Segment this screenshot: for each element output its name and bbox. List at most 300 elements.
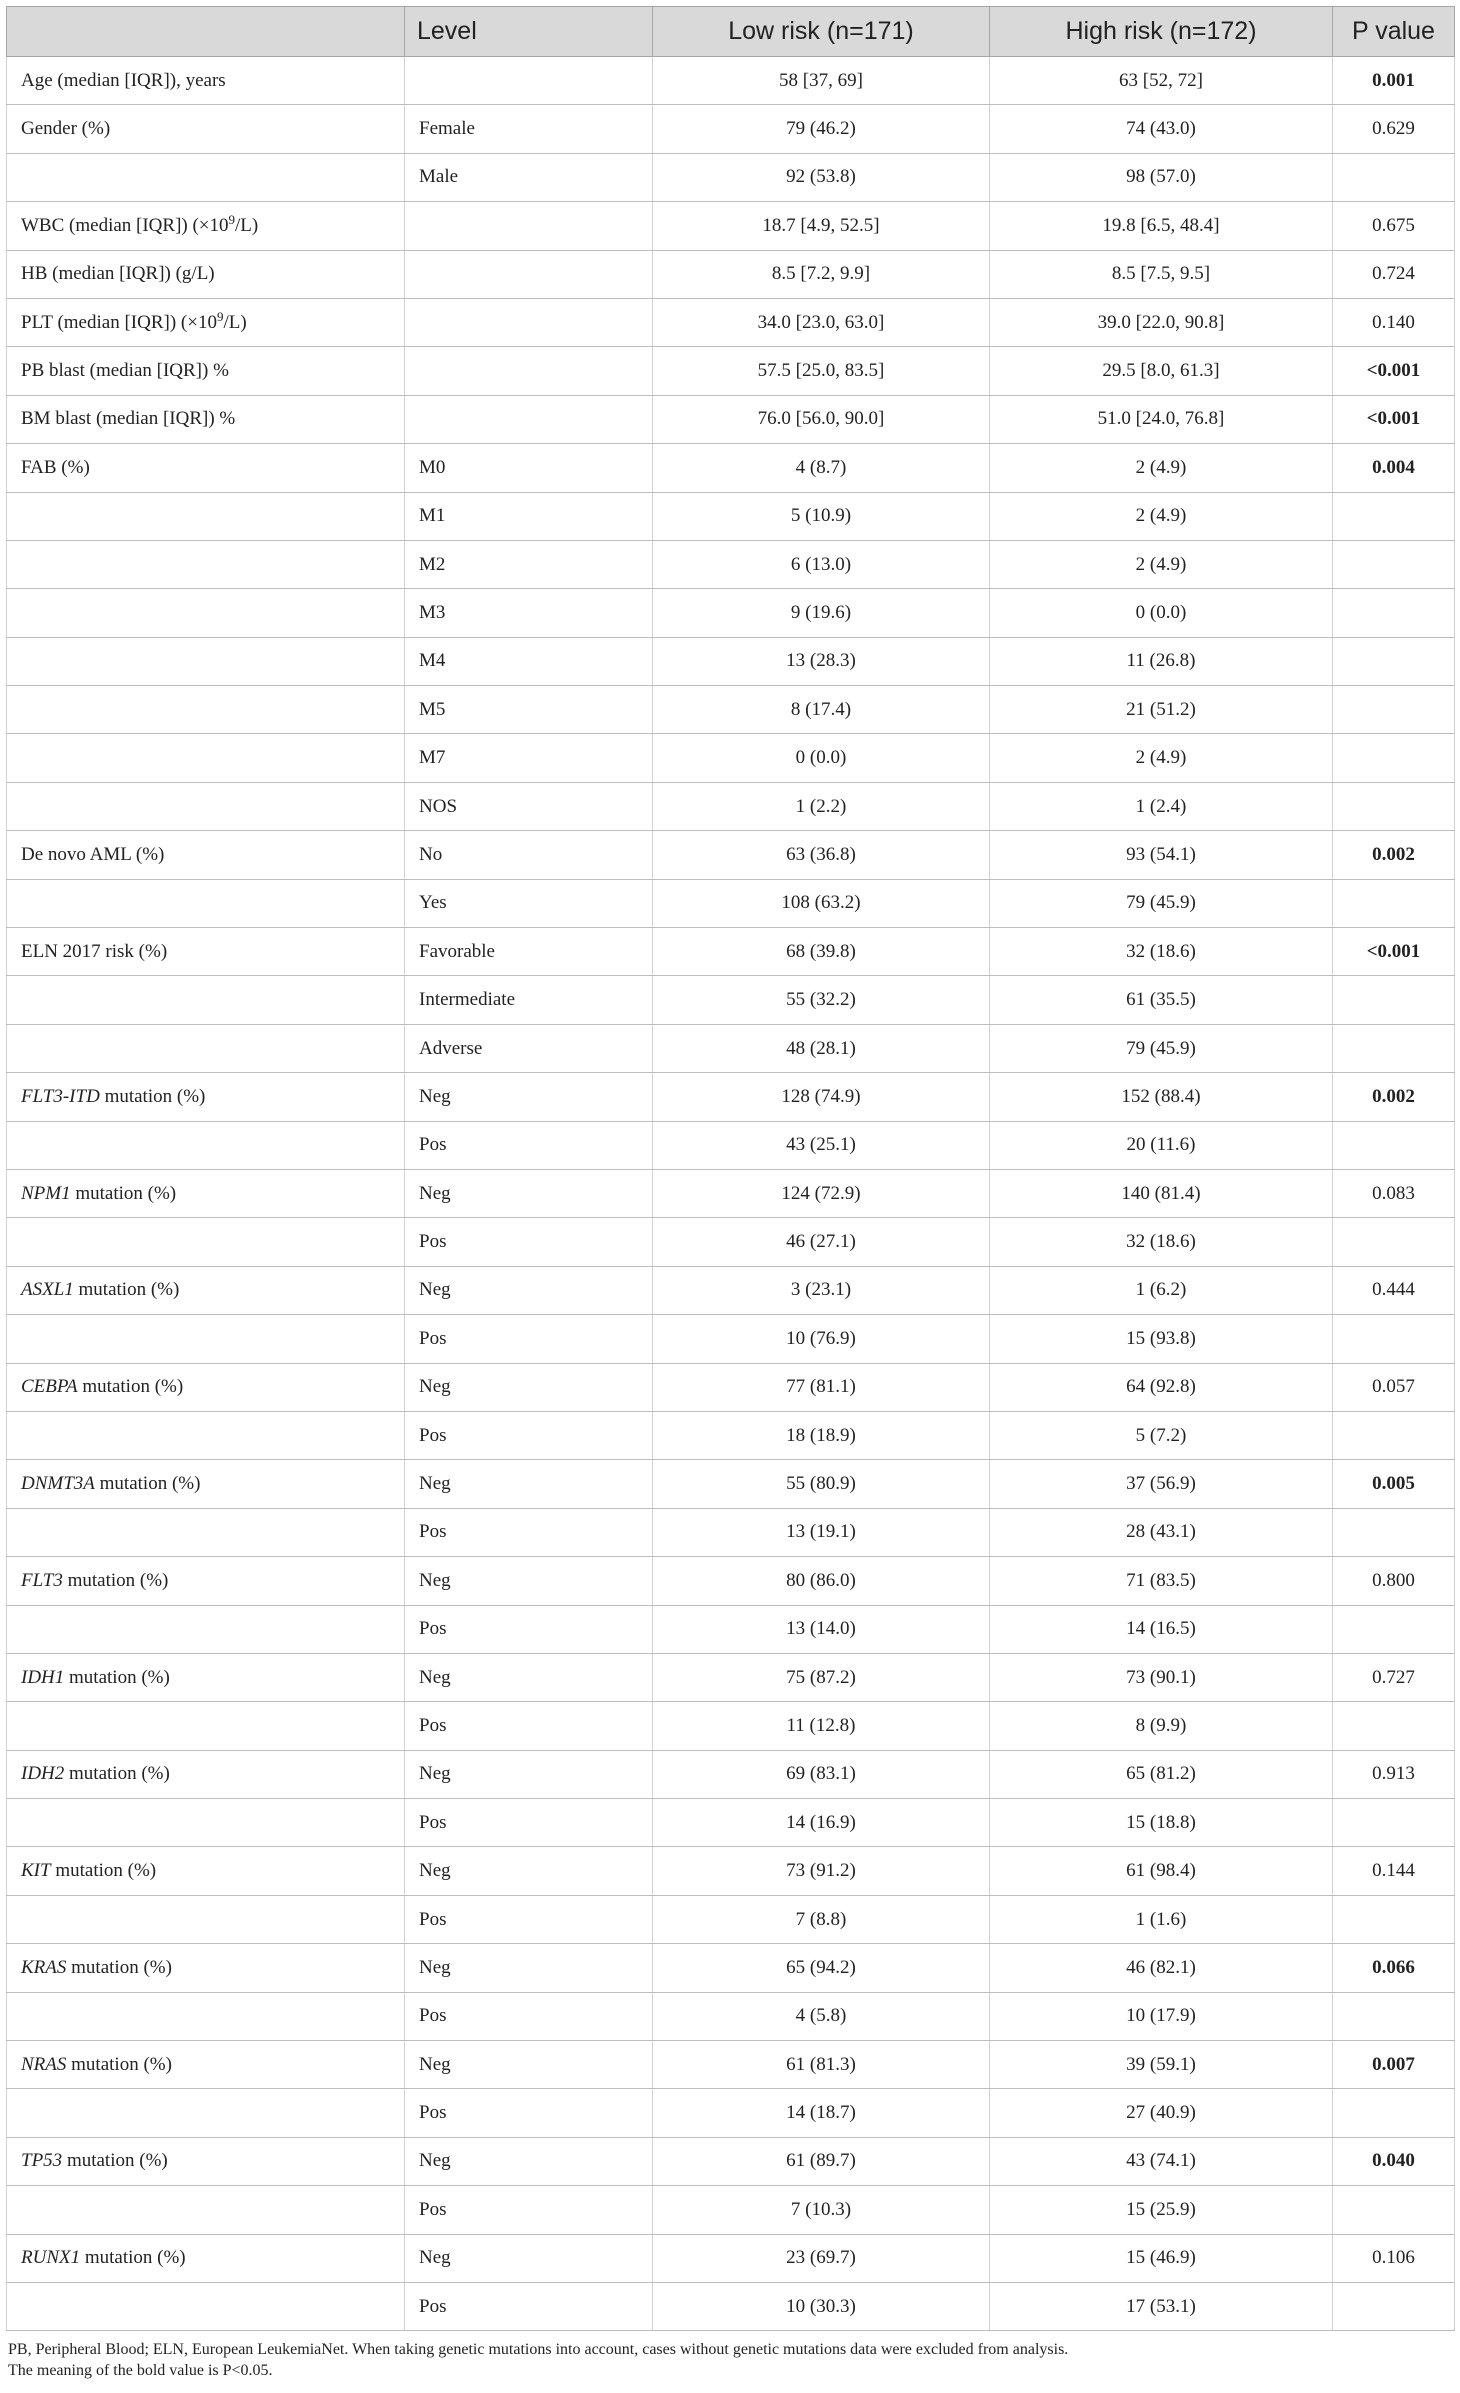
header-row (7, 7, 1455, 57)
table-row (7, 2089, 1455, 2137)
cell-p-value (1333, 1411, 1455, 1459)
cell-variable: Age (median [IQR]), years (7, 57, 405, 105)
cell-level: M5 (405, 686, 653, 734)
header-level: Level (405, 7, 653, 57)
cell-p-value: 0.002 (1333, 831, 1455, 879)
cell-level: Pos (405, 1799, 653, 1847)
gene-name: TP53 (21, 2150, 63, 2172)
table-row (7, 105, 1455, 153)
cell-p-value: <0.001 (1333, 395, 1455, 443)
variable-prefix: WBC (median [IQR]) (×10 (21, 214, 229, 236)
cell-p-value: 0.727 (1333, 1653, 1455, 1701)
variable-suffix: mutation (%) (66, 2053, 172, 2075)
cell-level: Neg (405, 2041, 653, 2089)
cell-level: Pos (405, 2282, 653, 2330)
cell-low-risk: 73 (91.2) (653, 1847, 990, 1895)
cell-level: Pos (405, 1702, 653, 1750)
cell-level: Pos (405, 1605, 653, 1653)
cell-level: Pos (405, 1121, 653, 1169)
cell-variable: PB blast (median [IQR]) % (7, 347, 405, 395)
cell-high-risk: 1 (2.4) (990, 782, 1333, 830)
cell-variable (7, 1750, 405, 1798)
table-row (7, 1073, 1455, 1121)
variable-unit: /L) (235, 214, 259, 236)
cell-p-value: 0.675 (1333, 202, 1455, 250)
cell-variable (7, 1169, 405, 1217)
cell-high-risk: 32 (18.6) (990, 928, 1333, 976)
cell-low-risk: 46 (27.1) (653, 1218, 990, 1266)
cell-variable (7, 1411, 405, 1459)
cell-variable (7, 1121, 405, 1169)
cell-low-risk: 92 (53.8) (653, 153, 990, 201)
variable-suffix: mutation (%) (50, 1860, 157, 1882)
cell-level: Neg (405, 1266, 653, 1314)
variable-suffix: mutation (%) (64, 1666, 170, 1688)
table-row (7, 2186, 1455, 2234)
cell-p-value (1333, 1799, 1455, 1847)
cell-level (405, 57, 653, 105)
cell-high-risk: 152 (88.4) (990, 1073, 1333, 1121)
cell-variable: Gender (%) (7, 105, 405, 153)
cell-level: Male (405, 153, 653, 201)
gene-name: IDH2 (21, 1763, 65, 1785)
cell-high-risk: 15 (18.8) (990, 1799, 1333, 1847)
cell-low-risk: 57.5 [25.0, 83.5] (653, 347, 990, 395)
cell-low-risk: 14 (16.9) (653, 1799, 990, 1847)
cell-p-value (1333, 540, 1455, 588)
cell-low-risk: 61 (81.3) (653, 2041, 990, 2089)
cell-low-risk: 108 (63.2) (653, 879, 990, 927)
cell-low-risk: 1 (2.2) (653, 782, 990, 830)
header-variable (7, 7, 405, 57)
variable-suffix: mutation (%) (99, 1085, 206, 1107)
cell-low-risk: 13 (28.3) (653, 637, 990, 685)
cell-variable (7, 976, 405, 1024)
cell-level: Favorable (405, 928, 653, 976)
cell-level: Neg (405, 1460, 653, 1508)
cell-variable: HB (median [IQR]) (g/L) (7, 250, 405, 298)
cell-high-risk: 28 (43.1) (990, 1508, 1333, 1556)
cell-variable (7, 1024, 405, 1072)
cell-p-value: 0.004 (1333, 444, 1455, 492)
cell-p-value (1333, 1218, 1455, 1266)
cell-p-value (1333, 1315, 1455, 1363)
gene-name: NRAS (21, 2053, 67, 2075)
footnotes (6, 2339, 1454, 2381)
variable-prefix: PLT (median [IQR]) (×10 (21, 311, 217, 333)
cell-p-value (1333, 492, 1455, 540)
cell-low-risk: 6 (13.0) (653, 540, 990, 588)
cell-p-value (1333, 1895, 1455, 1943)
table-row (7, 879, 1455, 927)
table-row (7, 1799, 1455, 1847)
footnote-abbreviations: PB, Peripheral Blood; ELN, European LeukemiaNet. When taking genetic mutations into account, cases without genetic mutations data were excluded from analysis. (8, 2341, 1069, 2359)
cell-level: M3 (405, 589, 653, 637)
cell-level: Pos (405, 2089, 653, 2137)
cell-low-risk: 0 (0.0) (653, 734, 990, 782)
cell-level: Pos (405, 1218, 653, 1266)
cell-low-risk: 7 (10.3) (653, 2186, 990, 2234)
gene-name: KIT (21, 1860, 51, 1882)
gene-name: ASXL1 (21, 1279, 74, 1301)
cell-variable (7, 879, 405, 927)
cell-variable (7, 734, 405, 782)
table-row (7, 1557, 1455, 1605)
table-row (7, 492, 1455, 540)
table-row (7, 734, 1455, 782)
cell-variable: FAB (%) (7, 444, 405, 492)
cell-low-risk: 80 (86.0) (653, 1557, 990, 1605)
cell-high-risk: 93 (54.1) (990, 831, 1333, 879)
cell-high-risk: 5 (7.2) (990, 1411, 1333, 1459)
cell-low-risk: 23 (69.7) (653, 2234, 990, 2282)
cell-high-risk: 64 (92.8) (990, 1363, 1333, 1411)
cell-p-value (1333, 976, 1455, 1024)
cell-low-risk: 11 (12.8) (653, 1702, 990, 1750)
cell-variable (7, 1266, 405, 1314)
cell-variable (7, 1605, 405, 1653)
table-row (7, 1411, 1455, 1459)
cell-p-value: 0.106 (1333, 2234, 1455, 2282)
cell-low-risk: 43 (25.1) (653, 1121, 990, 1169)
cell-level: Yes (405, 879, 653, 927)
cell-low-risk: 4 (5.8) (653, 1992, 990, 2040)
cell-high-risk: 15 (25.9) (990, 2186, 1333, 2234)
cell-p-value: <0.001 (1333, 347, 1455, 395)
table-row (7, 1702, 1455, 1750)
cell-high-risk: 39 (59.1) (990, 2041, 1333, 2089)
cell-high-risk: 15 (93.8) (990, 1315, 1333, 1363)
cell-high-risk: 79 (45.9) (990, 1024, 1333, 1072)
table-row (7, 1508, 1455, 1556)
gene-name: RUNX1 (21, 2247, 81, 2269)
cell-level: M1 (405, 492, 653, 540)
cell-p-value (1333, 153, 1455, 201)
table-row (7, 57, 1455, 105)
cell-high-risk: 21 (51.2) (990, 686, 1333, 734)
cell-low-risk: 34.0 [23.0, 63.0] (653, 298, 990, 346)
cell-level: No (405, 831, 653, 879)
cell-low-risk: 3 (23.1) (653, 1266, 990, 1314)
cell-variable (7, 1073, 405, 1121)
variable-superscript: 9 (228, 211, 236, 227)
cell-low-risk: 69 (83.1) (653, 1750, 990, 1798)
cell-p-value (1333, 734, 1455, 782)
gene-name: DNMT3A (21, 1473, 95, 1495)
cell-low-risk: 63 (36.8) (653, 831, 990, 879)
table-row (7, 1169, 1455, 1217)
cell-p-value (1333, 1992, 1455, 2040)
cell-level: Neg (405, 1944, 653, 1992)
cell-low-risk: 79 (46.2) (653, 105, 990, 153)
cell-low-risk: 55 (32.2) (653, 976, 990, 1024)
cell-low-risk: 128 (74.9) (653, 1073, 990, 1121)
table-row (7, 831, 1455, 879)
cell-low-risk: 10 (76.9) (653, 1315, 990, 1363)
cell-level: Neg (405, 1363, 653, 1411)
cell-variable (7, 1992, 405, 2040)
cell-level: Neg (405, 1557, 653, 1605)
cell-variable (7, 298, 405, 346)
cell-variable (7, 2137, 405, 2185)
cell-low-risk: 7 (8.8) (653, 1895, 990, 1943)
cell-variable (7, 1702, 405, 1750)
cell-level: Neg (405, 2137, 653, 2185)
cell-high-risk: 29.5 [8.0, 61.3] (990, 347, 1333, 395)
table-row (7, 2282, 1455, 2330)
cell-high-risk: 8.5 [7.5, 9.5] (990, 250, 1333, 298)
cell-high-risk: 2 (4.9) (990, 492, 1333, 540)
header-p-value: P value (1333, 7, 1455, 57)
cell-p-value: 0.057 (1333, 1363, 1455, 1411)
cell-level: Female (405, 105, 653, 153)
cell-variable (7, 1799, 405, 1847)
table-row (7, 1895, 1455, 1943)
gene-name: IDH1 (21, 1666, 65, 1688)
cell-high-risk: 79 (45.9) (990, 879, 1333, 927)
cell-low-risk: 8.5 [7.2, 9.9] (653, 250, 990, 298)
cell-p-value (1333, 1605, 1455, 1653)
cell-p-value (1333, 589, 1455, 637)
cell-p-value (1333, 1121, 1455, 1169)
table-row (7, 2041, 1455, 2089)
cell-low-risk: 124 (72.9) (653, 1169, 990, 1217)
variable-superscript: 9 (216, 308, 224, 324)
cell-low-risk: 18 (18.9) (653, 1411, 990, 1459)
cell-variable (7, 1315, 405, 1363)
cell-level: Neg (405, 1653, 653, 1701)
cell-p-value: 0.140 (1333, 298, 1455, 346)
cell-low-risk: 4 (8.7) (653, 444, 990, 492)
variable-suffix: mutation (%) (94, 1473, 201, 1495)
cell-high-risk: 19.8 [6.5, 48.4] (990, 202, 1333, 250)
table-row (7, 1460, 1455, 1508)
cell-low-risk: 58 [37, 69] (653, 57, 990, 105)
cell-variable: ELN 2017 risk (%) (7, 928, 405, 976)
cell-high-risk: 27 (40.9) (990, 2089, 1333, 2137)
variable-suffix: mutation (%) (64, 1763, 170, 1785)
table-row (7, 1315, 1455, 1363)
cell-level: Neg (405, 2234, 653, 2282)
table-row (7, 1605, 1455, 1653)
gene-name: FLT3-ITD (21, 1085, 100, 1107)
cell-high-risk: 10 (17.9) (990, 1992, 1333, 2040)
cell-p-value: 0.007 (1333, 2041, 1455, 2089)
table-row (7, 1266, 1455, 1314)
table-row (7, 202, 1455, 250)
cell-low-risk: 76.0 [56.0, 90.0] (653, 395, 990, 443)
cell-level: Intermediate (405, 976, 653, 1024)
cell-high-risk: 15 (46.9) (990, 2234, 1333, 2282)
cell-variable (7, 686, 405, 734)
cell-low-risk: 61 (89.7) (653, 2137, 990, 2185)
cell-high-risk: 0 (0.0) (990, 589, 1333, 637)
cell-variable (7, 637, 405, 685)
cell-level: Neg (405, 1169, 653, 1217)
cell-level (405, 347, 653, 395)
table-container (6, 6, 1454, 2381)
cell-level: M2 (405, 540, 653, 588)
cell-level: Pos (405, 1992, 653, 2040)
variable-suffix: mutation (%) (73, 1279, 180, 1301)
footnote-bold-meaning: The meaning of the bold value is P<0.05. (8, 2362, 273, 2380)
cell-level: M0 (405, 444, 653, 492)
table-row (7, 1653, 1455, 1701)
cell-low-risk: 8 (17.4) (653, 686, 990, 734)
variable-suffix: mutation (%) (70, 1182, 177, 1204)
cell-high-risk: 20 (11.6) (990, 1121, 1333, 1169)
cell-high-risk: 39.0 [22.0, 90.8] (990, 298, 1333, 346)
results-table (6, 6, 1455, 2331)
cell-high-risk: 98 (57.0) (990, 153, 1333, 201)
table-body (7, 57, 1455, 2331)
variable-suffix: mutation (%) (62, 1569, 169, 1591)
cell-variable (7, 589, 405, 637)
cell-high-risk: 73 (90.1) (990, 1653, 1333, 1701)
table-row (7, 1121, 1455, 1169)
cell-variable (7, 2089, 405, 2137)
cell-variable (7, 2186, 405, 2234)
cell-variable (7, 1847, 405, 1895)
cell-variable (7, 202, 405, 250)
cell-level: Neg (405, 1847, 653, 1895)
cell-level (405, 250, 653, 298)
variable-suffix: mutation (%) (66, 1956, 172, 1978)
cell-low-risk: 9 (19.6) (653, 589, 990, 637)
table-row (7, 1750, 1455, 1798)
cell-variable (7, 2234, 405, 2282)
table-row (7, 1944, 1455, 1992)
table-row (7, 686, 1455, 734)
cell-p-value (1333, 686, 1455, 734)
cell-variable (7, 1944, 405, 1992)
table-row (7, 976, 1455, 1024)
cell-low-risk: 65 (94.2) (653, 1944, 990, 1992)
cell-level (405, 298, 653, 346)
table-row (7, 928, 1455, 976)
cell-p-value: 0.001 (1333, 57, 1455, 105)
table-row (7, 1024, 1455, 1072)
gene-name: NPM1 (21, 1182, 71, 1204)
cell-variable (7, 2282, 405, 2330)
table-row (7, 1992, 1455, 2040)
table-row (7, 298, 1455, 346)
cell-low-risk: 14 (18.7) (653, 2089, 990, 2137)
cell-p-value: 0.444 (1333, 1266, 1455, 1314)
table-row (7, 782, 1455, 830)
cell-p-value (1333, 1024, 1455, 1072)
cell-p-value: 0.913 (1333, 1750, 1455, 1798)
cell-variable (7, 1653, 405, 1701)
table-row (7, 540, 1455, 588)
cell-high-risk: 63 [52, 72] (990, 57, 1333, 105)
cell-level: Neg (405, 1750, 653, 1798)
cell-p-value: 0.005 (1333, 1460, 1455, 1508)
variable-unit: /L) (223, 311, 247, 333)
table-row (7, 1218, 1455, 1266)
cell-p-value: 0.800 (1333, 1557, 1455, 1605)
cell-level: Pos (405, 1315, 653, 1363)
gene-name: FLT3 (21, 1569, 63, 1591)
cell-p-value: 0.144 (1333, 1847, 1455, 1895)
cell-level: Pos (405, 1895, 653, 1943)
cell-low-risk: 48 (28.1) (653, 1024, 990, 1072)
cell-level: NOS (405, 782, 653, 830)
cell-p-value (1333, 2186, 1455, 2234)
cell-high-risk: 37 (56.9) (990, 1460, 1333, 1508)
cell-level (405, 395, 653, 443)
cell-variable (7, 540, 405, 588)
cell-low-risk: 55 (80.9) (653, 1460, 990, 1508)
cell-high-risk: 74 (43.0) (990, 105, 1333, 153)
cell-high-risk: 1 (6.2) (990, 1266, 1333, 1314)
table-row (7, 153, 1455, 201)
cell-p-value: 0.724 (1333, 250, 1455, 298)
cell-p-value: 0.066 (1333, 1944, 1455, 1992)
gene-name: CEBPA (21, 1376, 78, 1398)
cell-low-risk: 18.7 [4.9, 52.5] (653, 202, 990, 250)
cell-p-value (1333, 2282, 1455, 2330)
header-low-risk: Low risk (n=171) (653, 7, 990, 57)
cell-level: M7 (405, 734, 653, 782)
cell-high-risk: 32 (18.6) (990, 1218, 1333, 1266)
cell-p-value (1333, 879, 1455, 927)
variable-suffix: mutation (%) (77, 1376, 184, 1398)
table-row (7, 444, 1455, 492)
cell-level: Pos (405, 1411, 653, 1459)
cell-high-risk: 2 (4.9) (990, 444, 1333, 492)
cell-variable (7, 1363, 405, 1411)
cell-high-risk: 1 (1.6) (990, 1895, 1333, 1943)
table-row (7, 1363, 1455, 1411)
table-row (7, 250, 1455, 298)
table-row (7, 395, 1455, 443)
cell-high-risk: 11 (26.8) (990, 637, 1333, 685)
cell-variable (7, 1218, 405, 1266)
table-row (7, 2137, 1455, 2185)
cell-p-value (1333, 1508, 1455, 1556)
cell-high-risk: 8 (9.9) (990, 1702, 1333, 1750)
cell-high-risk: 43 (74.1) (990, 2137, 1333, 2185)
cell-p-value (1333, 1702, 1455, 1750)
table-row (7, 589, 1455, 637)
cell-p-value: 0.040 (1333, 2137, 1455, 2185)
cell-high-risk: 14 (16.5) (990, 1605, 1333, 1653)
cell-variable (7, 1460, 405, 1508)
cell-level: Adverse (405, 1024, 653, 1072)
gene-name: KRAS (21, 1956, 67, 1978)
cell-variable (7, 782, 405, 830)
cell-high-risk: 71 (83.5) (990, 1557, 1333, 1605)
cell-high-risk: 65 (81.2) (990, 1750, 1333, 1798)
cell-high-risk: 2 (4.9) (990, 734, 1333, 782)
cell-level: Pos (405, 2186, 653, 2234)
table-row (7, 347, 1455, 395)
cell-high-risk: 140 (81.4) (990, 1169, 1333, 1217)
table-row (7, 2234, 1455, 2282)
cell-variable (7, 1895, 405, 1943)
variable-suffix: mutation (%) (62, 2150, 168, 2172)
cell-high-risk: 17 (53.1) (990, 2282, 1333, 2330)
cell-high-risk: 51.0 [24.0, 76.8] (990, 395, 1333, 443)
cell-high-risk: 61 (98.4) (990, 1847, 1333, 1895)
cell-p-value (1333, 637, 1455, 685)
cell-variable: BM blast (median [IQR]) % (7, 395, 405, 443)
cell-level: Pos (405, 1508, 653, 1556)
cell-level (405, 202, 653, 250)
cell-variable (7, 1508, 405, 1556)
cell-p-value: 0.629 (1333, 105, 1455, 153)
